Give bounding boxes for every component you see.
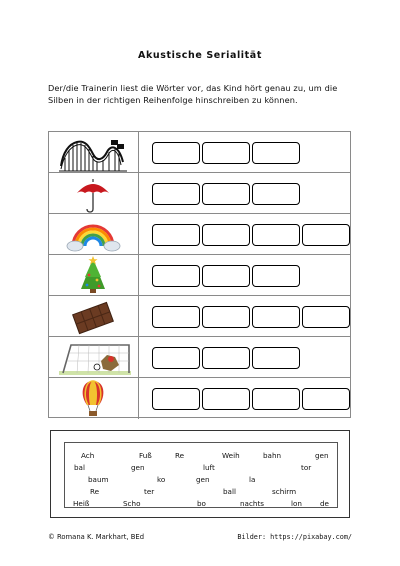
copyright-note: © Romana K. Markhart, BEd (48, 533, 145, 541)
syllable: Fuß (139, 451, 152, 460)
syllable: ko (157, 475, 166, 484)
syllable: lon (291, 499, 302, 508)
syllable: Scho (123, 499, 141, 508)
syllable-box[interactable] (252, 306, 300, 328)
syllable-box[interactable] (252, 224, 300, 246)
syllable: gen (315, 451, 329, 460)
table-row (49, 173, 350, 214)
syllable-bank (50, 430, 350, 518)
instructions: Der/die Trainerin liest die Wörter vor, das Kind hört genau zu, um die Silben in der richtigen Reihenfolge hinschreiben zu können. (48, 83, 338, 105)
christmas-tree-icon (49, 255, 139, 295)
syllable-box[interactable] (152, 347, 200, 369)
umbrella-icon (49, 173, 139, 213)
syllable: ter (144, 487, 155, 496)
syllable-box[interactable] (302, 306, 350, 328)
syllable-box[interactable] (302, 388, 350, 410)
syllable-bank-inner (64, 442, 338, 508)
hot-air-balloon-icon (49, 378, 139, 419)
syllable-box[interactable] (252, 347, 300, 369)
image-credit-link[interactable]: Bilder: https://pixabay.com/ (237, 533, 352, 541)
table-row (49, 255, 350, 296)
syllable: nachts (240, 499, 265, 508)
syllable: Ach (81, 451, 95, 460)
syllable: tor (301, 463, 312, 472)
soccer-goal-icon (49, 337, 139, 377)
table-row (49, 337, 350, 378)
syllable: luft (203, 463, 215, 472)
roller-coaster-icon (49, 132, 139, 172)
syllable-box[interactable] (202, 142, 250, 164)
syllable: ball (223, 487, 236, 496)
syllable: bo (197, 499, 206, 508)
syllable: Weih (222, 451, 240, 460)
syllable-box[interactable] (302, 224, 350, 246)
syllable-box[interactable] (152, 142, 200, 164)
table-row (49, 132, 350, 173)
syllable: Re (175, 451, 185, 460)
syllable-box[interactable] (152, 265, 200, 287)
syllable-box[interactable] (152, 183, 200, 205)
syllable-box[interactable] (252, 388, 300, 410)
syllable: schirm (272, 487, 297, 496)
syllable-box[interactable] (202, 183, 250, 205)
syllable-box[interactable] (202, 347, 250, 369)
rainbow-icon (49, 214, 139, 254)
syllable-box[interactable] (252, 265, 300, 287)
syllable-table (48, 131, 351, 418)
syllable: Heiß (73, 499, 90, 508)
page-title: Akustische Serialität (138, 50, 262, 61)
table-row (49, 378, 350, 419)
syllable-box[interactable] (252, 142, 300, 164)
syllable-box[interactable] (152, 388, 200, 410)
syllable: gen (131, 463, 145, 472)
syllable: Re (90, 487, 100, 496)
syllable-box[interactable] (252, 183, 300, 205)
syllable-box[interactable] (202, 388, 250, 410)
syllable-box[interactable] (202, 224, 250, 246)
syllable-box[interactable] (202, 306, 250, 328)
table-row (49, 296, 350, 337)
syllable-box[interactable] (152, 224, 200, 246)
syllable-box[interactable] (202, 265, 250, 287)
table-row (49, 214, 350, 255)
syllable: la (249, 475, 256, 484)
syllable: baum (88, 475, 109, 484)
syllable: bahn (263, 451, 282, 460)
syllable-box[interactable] (152, 306, 200, 328)
syllable: gen (196, 475, 210, 484)
syllable: bal (74, 463, 85, 472)
syllable: de (320, 499, 329, 508)
chocolate-icon (49, 296, 139, 336)
